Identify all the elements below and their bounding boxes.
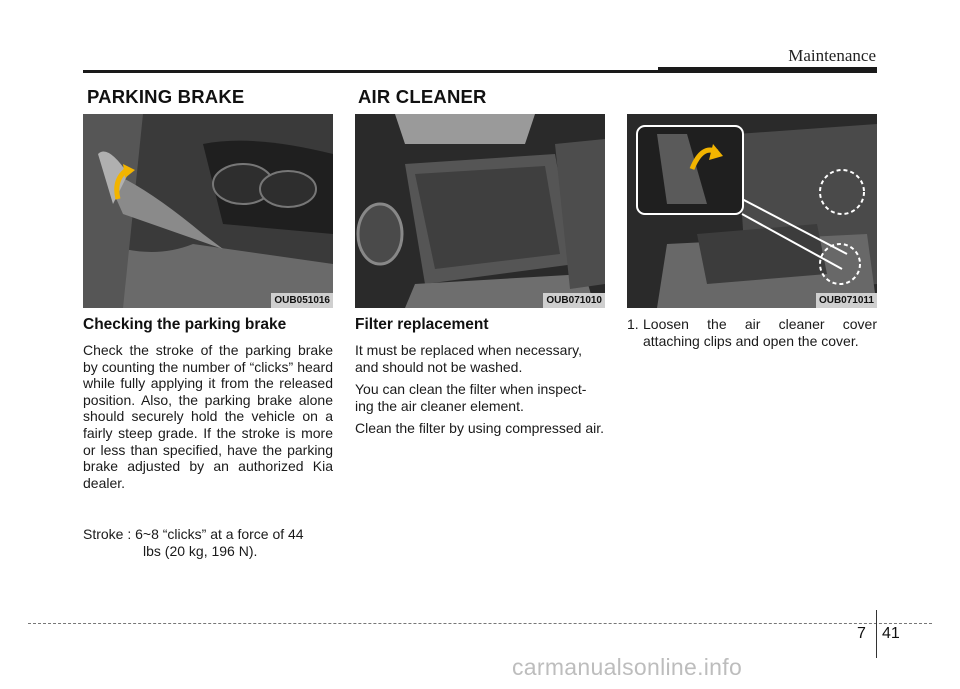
parking-brake-heading: PARKING BRAKE (87, 86, 245, 107)
filter-replacement-body (355, 342, 605, 443)
step-number: 1. (627, 316, 639, 332)
watermark: carmanualsonline.info (512, 654, 743, 680)
step-1 (627, 316, 877, 349)
paragraph: Clean the filter by using compressed air. (355, 420, 605, 437)
stroke-spec-line: Stroke : 6~8 “clicks” at a force of 44 (83, 526, 304, 542)
photo-code-label: OUB071010 (543, 293, 605, 308)
running-header: Maintenance (788, 46, 876, 65)
footer-divider (876, 610, 877, 658)
filter-replacement-subheading: Filter replacement (355, 316, 489, 333)
parking-brake-photo (83, 114, 333, 308)
page-number: 41 (882, 625, 900, 642)
air-cleaner-heading: AIR CLEANER (358, 86, 487, 107)
parking-brake-paragraph: Check the stroke of the parking brake by counting the number of “clicks” heard while fully applying it from the released position. Also, the parking brake alone should securely hold the vehicle on a fairly steep grade. If the stroke is more or less than specified, have the parking brake adjusted by an authorized Kia dealer. (83, 342, 333, 491)
footer-rule (28, 623, 932, 624)
paragraph: It must be replaced when necessary, and should not be washed. (355, 342, 582, 375)
paragraph: You can clean the filter when inspect-ing the air cleaner element. (355, 381, 587, 414)
photo-code-label: OUB071011 (816, 293, 877, 308)
air-cleaner-photo (355, 114, 605, 308)
air-cleaner-clips-photo (627, 114, 877, 308)
header-rule-accent (658, 67, 877, 73)
stroke-spec (83, 526, 333, 559)
parking-brake-subheading: Checking the parking brake (83, 316, 287, 333)
stroke-spec-continuation: lbs (20 kg, 196 N). (143, 542, 258, 559)
step-text: Loosen the air cleaner cover attaching clips and open the cover. (643, 316, 877, 349)
photo-code-label: OUB051016 (271, 293, 333, 308)
chapter-number: 7 (857, 625, 866, 642)
